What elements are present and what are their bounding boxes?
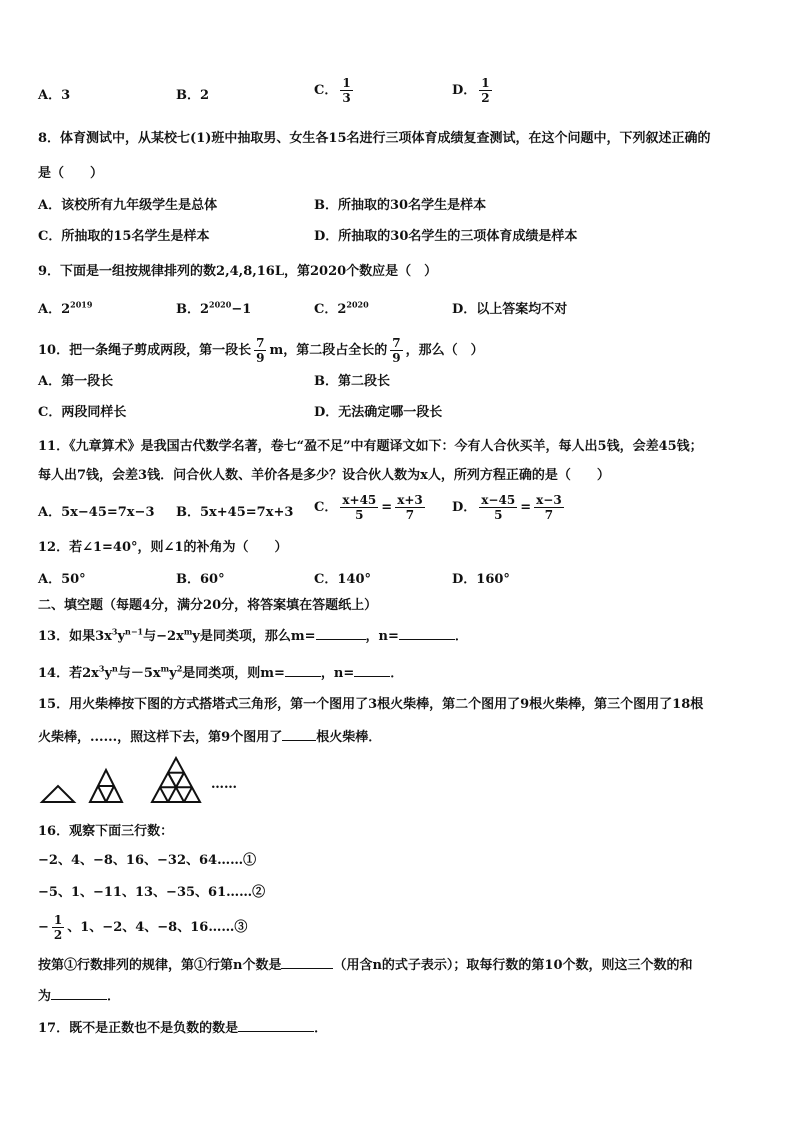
q12-option-a: A．50° xyxy=(38,572,86,587)
q8-option-c: C．所抽取的15名学生是样本 xyxy=(38,229,210,244)
q7-option-d: D． $\frac{1}{2}$ xyxy=(452,76,490,105)
answer-blank[interactable] xyxy=(285,676,321,677)
q16-stem: 16．观察下面三行数： xyxy=(38,824,174,839)
q15-stem-line1: 15．用火柴棒按下图的方式搭塔式三角形，第一个图用了3根火柴棒，第二个图用了9根火柴棒，第三个图用了18根 xyxy=(38,697,704,712)
q8-option-a: A．该校所有九年级学生是总体 xyxy=(38,198,218,213)
q16-row-3: − $\frac{1}{2}$ 、1、−2、4、−8、16……③ xyxy=(38,913,248,942)
fraction: $\frac{7}{9}$ xyxy=(392,336,401,365)
fraction: $\frac{1}{2}$ xyxy=(481,76,490,105)
figure-ellipsis: …… xyxy=(211,777,237,792)
q9-option-a: A．$2^{2019}$ xyxy=(38,299,93,317)
fraction: $\frac{x+3}{7}$ xyxy=(397,493,423,522)
fraction: $\frac{x-3}{7}$ xyxy=(536,493,562,522)
q16-question-line1: 按第①行数排列的规律，第①行第n个数是 （用含n的式子表示）；取每行数的第10个数，则这三个数的和 xyxy=(38,958,693,973)
fraction: $\frac{1}{3}$ xyxy=(342,76,351,105)
q10-stem: 10．把一条绳子剪成两段，第一段长 $\frac{7}{9}$ m，第二段占全长的 $\frac{7}{9}$ ，那么（ ） xyxy=(38,336,484,365)
q11-option-d: D． $\frac{x-45}{5}$ = $\frac{x-3}{7}$ xyxy=(452,493,562,522)
fraction: $\frac{1}{2}$ xyxy=(53,913,63,942)
q16-question-line2: 为 ． xyxy=(38,989,121,1004)
q8-option-b: B．所抽取的30名学生是样本 xyxy=(314,198,487,213)
q12-option-d: D．160° xyxy=(452,572,510,587)
q11-option-a: A．5x−45=7x−3 xyxy=(38,505,155,520)
q11-option-b: B．5x+45=7x+3 xyxy=(176,505,294,520)
answer-blank[interactable] xyxy=(316,639,366,640)
q10-option-b: B．第二段长 xyxy=(314,374,390,389)
q16-row-2: −5、1、−11、13、−35、61……② xyxy=(38,885,266,900)
fraction: $\frac{7}{9}$ xyxy=(256,336,265,365)
q8-stem-line1: 8．体育测试中，从某校七(1)班中抽取男、女生各15名进行三项体育成绩复查测试，在这个问题中，下列叙述正确的 xyxy=(38,131,711,146)
q16-row-1: −2、4、−8、16、−32、64……① xyxy=(38,853,257,868)
triangle-figure-1 xyxy=(42,786,74,802)
q7-option-c: C． $\frac{1}{3}$ xyxy=(314,76,351,105)
q12-option-b: B．60° xyxy=(176,572,225,587)
q7-option-a: A．3 xyxy=(38,88,71,103)
q15-stem-line2: 火柴棒，......，照这样下去，第9个图用了 根火柴棒． xyxy=(38,730,382,745)
fraction: $\frac{x+45}{5}$ xyxy=(342,493,377,522)
q10-option-d: D．无法确定哪一段长 xyxy=(314,405,443,420)
q11-stem-line1: 11．《九章算术》是我国古代数学名著，卷七“盈不足”中有题译文如下：今有人合伙买羊，每人出5钱，会差45钱； xyxy=(38,439,703,454)
section-heading: 二、填空题（每题4分，满分20分，将答案填在答题纸上） xyxy=(38,598,378,613)
answer-blank[interactable] xyxy=(51,999,107,1000)
answer-blank[interactable] xyxy=(399,639,455,640)
q14-stem: 14．若$2x^3y^n$与$-5x^my^2$是同类项，则m= ，n= ． xyxy=(38,663,404,681)
answer-blank[interactable] xyxy=(354,676,390,677)
q9-option-b: B．$2^{2020}-1$ xyxy=(176,299,252,317)
q12-stem: 12．若∠1=40°，则∠1的补角为（ ） xyxy=(38,540,288,555)
fraction: $\frac{x-45}{5}$ xyxy=(481,493,516,522)
q9-option-d: D．以上答案均不对 xyxy=(452,302,568,317)
q17-stem: 17．既不是正数也不是负数的数是 ． xyxy=(38,1021,328,1036)
q10-option-a: A．第一段长 xyxy=(38,374,114,389)
q11-option-c: C． $\frac{x+45}{5}$ = $\frac{x+3}{7}$ xyxy=(314,493,423,522)
answer-blank[interactable] xyxy=(282,740,316,741)
q11-stem-line2: 每人出7钱，会差3钱．问合伙人数、羊价各是多少？设合伙人数为x人，所列方程正确的是（ ） xyxy=(38,468,610,483)
triangle-figure-3 xyxy=(152,758,200,802)
q8-option-d: D．所抽取的30名学生的三项体育成绩是样本 xyxy=(314,229,578,244)
triangle-figure-2 xyxy=(90,770,122,802)
q13-stem: 13．如果$3x^3y^{n-1}$与$-2x^my$是同类项，那么m= ，n= ． xyxy=(38,626,468,644)
answer-blank[interactable] xyxy=(281,968,333,969)
q9-option-c: C．$2^{2020}$ xyxy=(314,299,369,317)
q7-option-b: B．2 xyxy=(176,88,210,103)
q12-option-c: C．140° xyxy=(314,572,371,587)
q9-stem: 9．下面是一组按规律排列的数2,4,8,16L，第2020个数应是（ ） xyxy=(38,264,438,279)
answer-blank[interactable] xyxy=(238,1031,314,1032)
q8-stem-line2: 是（ ） xyxy=(38,166,104,181)
q10-option-c: C．两段同样长 xyxy=(38,405,127,420)
